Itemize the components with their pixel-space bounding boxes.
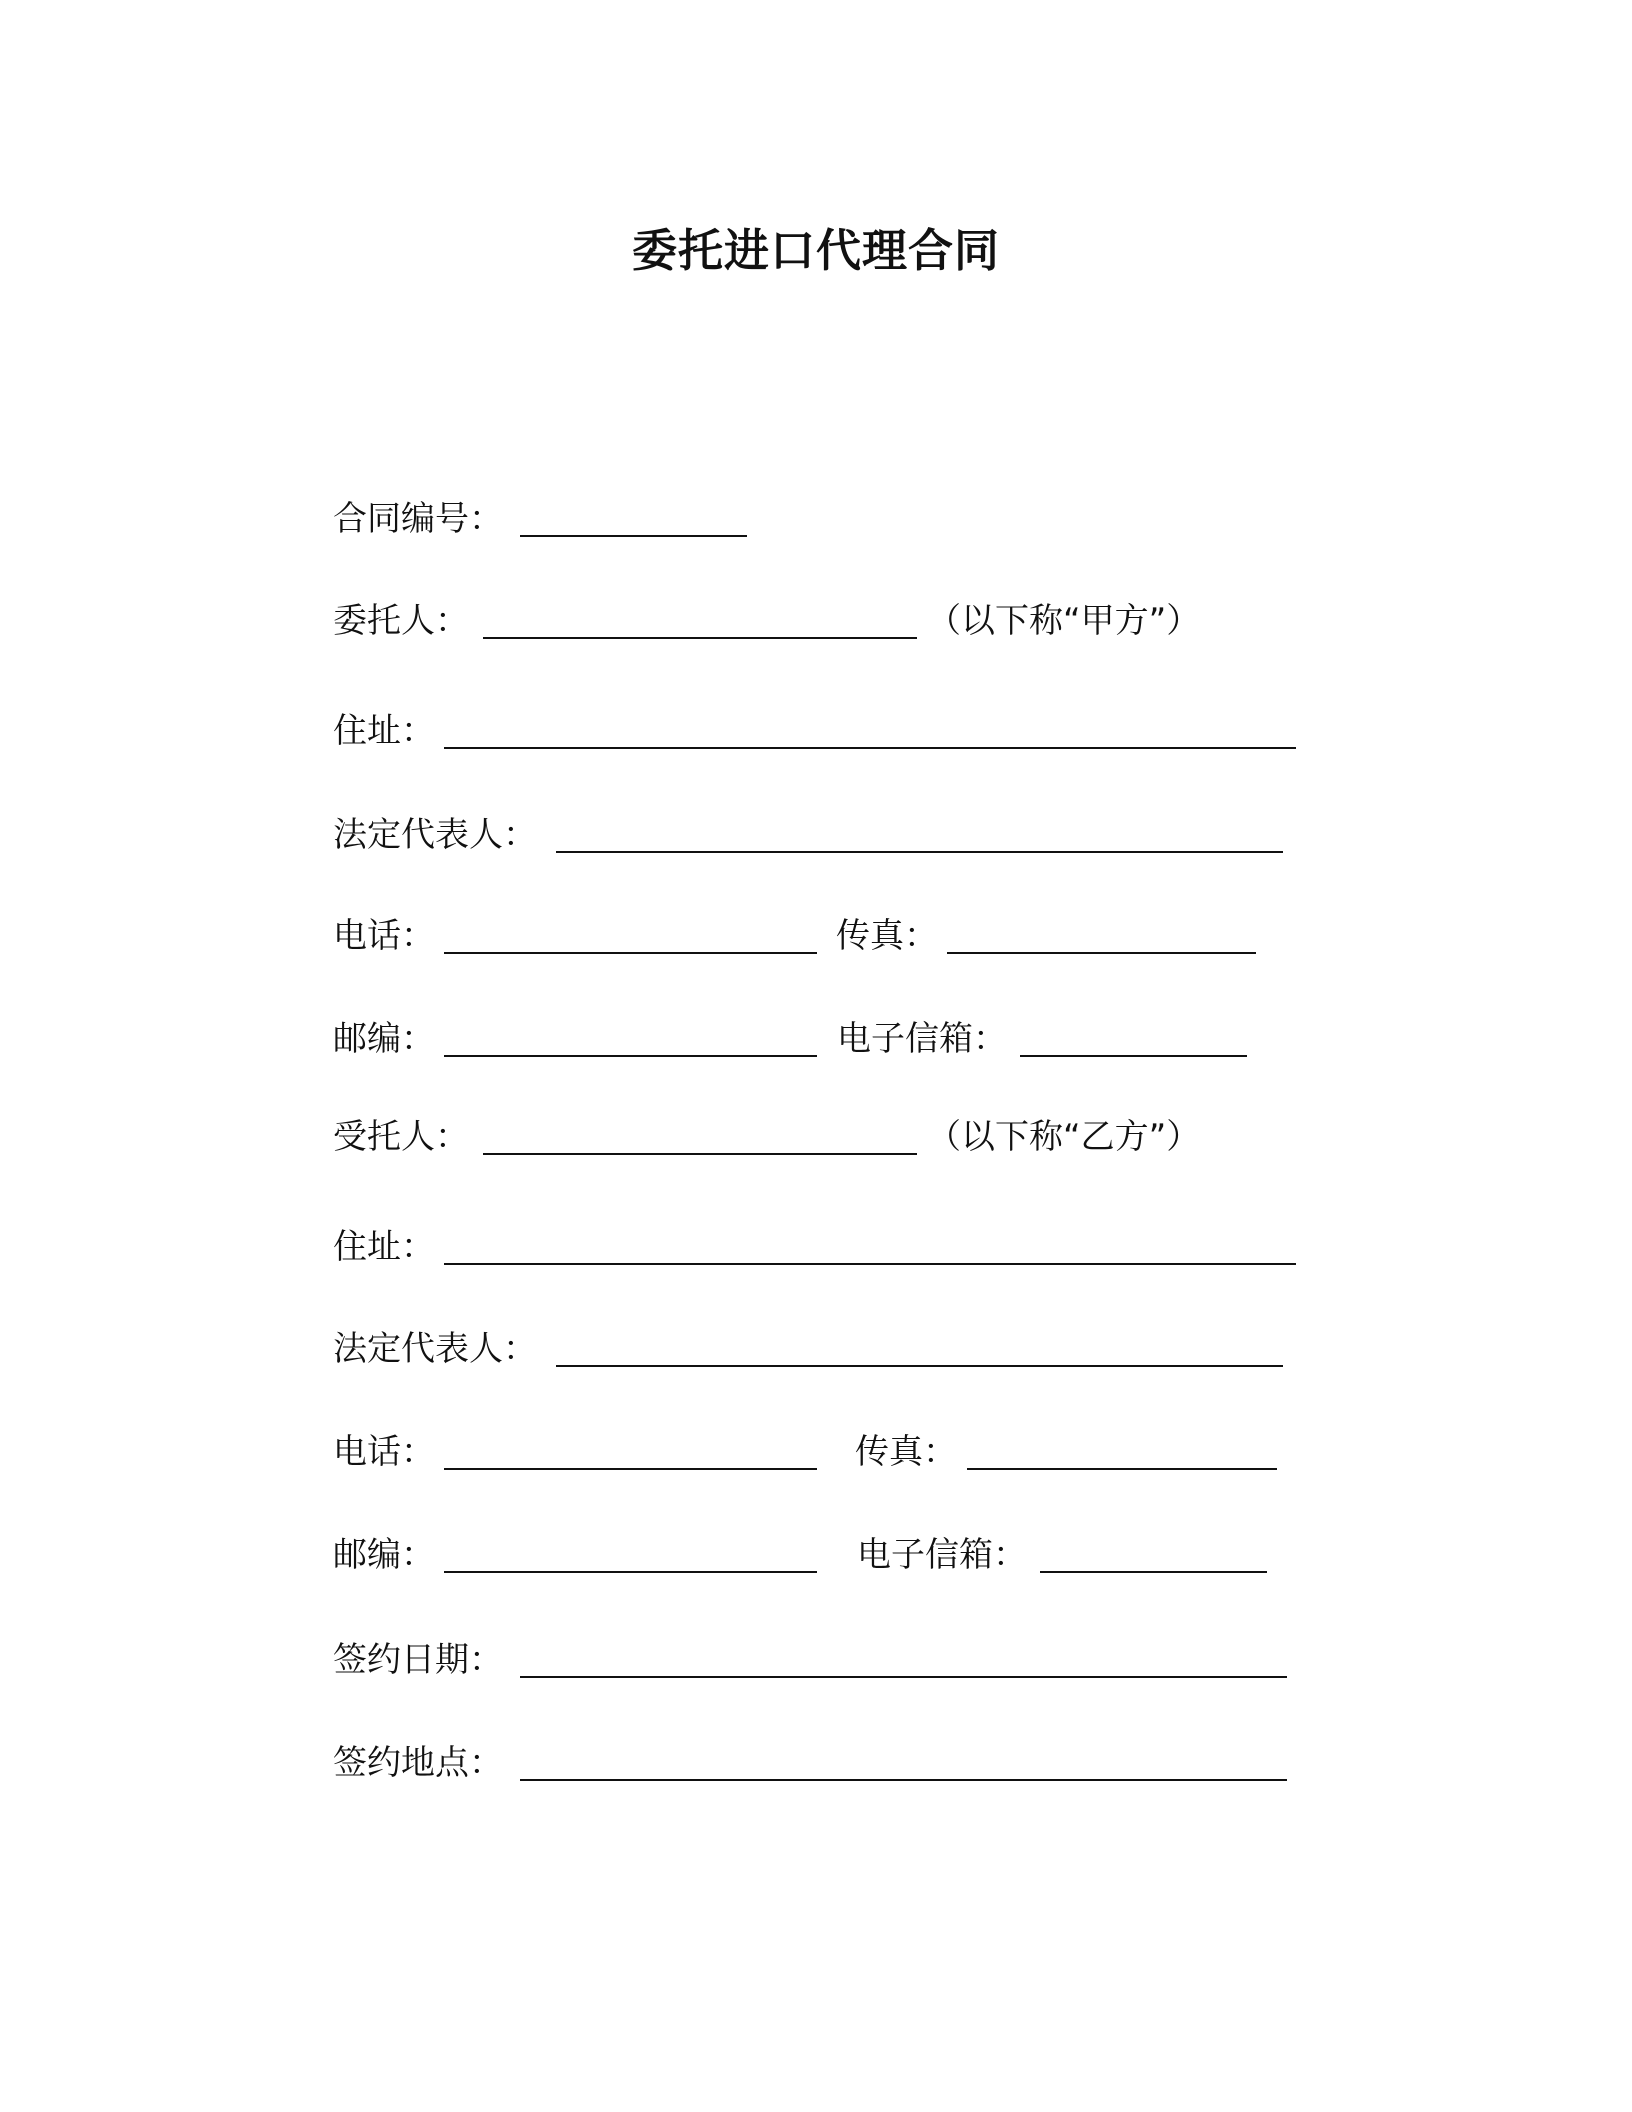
party-b-legal-rep-label: 法定代表人： (333, 1329, 537, 1369)
party-b-phone-label: 电话： (333, 1432, 435, 1472)
party-b-fax-label: 传真： (855, 1432, 957, 1472)
party-a-legal-rep-field (556, 813, 1283, 853)
contract-number-field (520, 497, 747, 537)
agent-suffix: （以下称“乙方”） (927, 1117, 1201, 1157)
contract-number-label: 合同编号： (333, 499, 503, 539)
signing-date-field (520, 1638, 1287, 1678)
party-a-phone-field (444, 914, 817, 954)
party-a-fax-label: 传真： (836, 916, 938, 956)
signing-date-label: 签约日期： (333, 1640, 503, 1680)
principal-field (483, 599, 917, 639)
principal-suffix: （以下称“甲方”） (927, 601, 1201, 641)
party-b-email-field (1040, 1533, 1267, 1573)
agent-field (483, 1115, 917, 1155)
party-b-legal-rep-field (556, 1327, 1283, 1367)
party-b-postcode-field (444, 1533, 817, 1573)
party-a-email-field (1020, 1017, 1247, 1057)
party-a-phone-label: 电话： (333, 916, 435, 956)
party-b-address-field (444, 1225, 1296, 1265)
party-a-postcode-label: 邮编： (333, 1019, 435, 1059)
principal-label: 委托人： (333, 601, 469, 641)
party-a-postcode-field (444, 1017, 817, 1057)
signing-place-field (520, 1741, 1287, 1781)
party-a-email-label: 电子信箱： (837, 1019, 1007, 1059)
party-b-postcode-label: 邮编： (333, 1535, 435, 1575)
party-b-phone-field (444, 1430, 817, 1470)
party-a-address-field (444, 709, 1296, 749)
party-a-address-label: 住址： (333, 711, 435, 751)
party-b-fax-field (967, 1430, 1277, 1470)
party-b-email-label: 电子信箱： (857, 1535, 1027, 1575)
document-title: 委托进口代理合同 (631, 224, 1000, 277)
signing-place-label: 签约地点： (333, 1743, 503, 1783)
agent-label: 受托人： (333, 1117, 469, 1157)
party-a-legal-rep-label: 法定代表人： (333, 815, 537, 855)
party-b-address-label: 住址： (333, 1227, 435, 1267)
party-a-fax-field (947, 914, 1256, 954)
